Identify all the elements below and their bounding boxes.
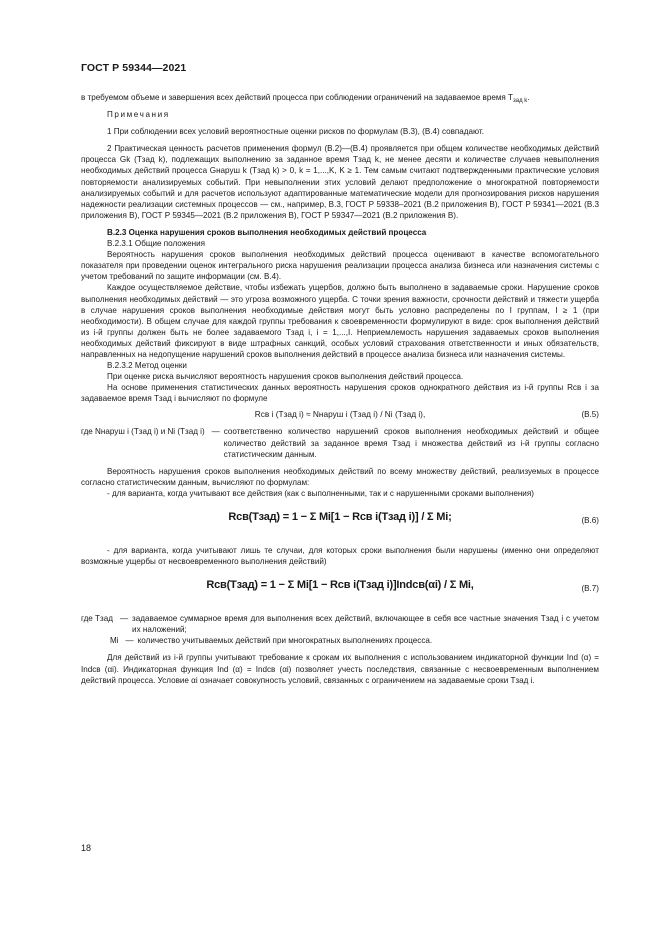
formula-b7-body: Rсв(Tзад) = 1 − Σ Mi[1 − Rсв i(Tзад i)]Indсв(αi) / Σ Mi, <box>206 579 474 592</box>
definition-mi-label: Mi <box>110 636 119 646</box>
formula-b7 <box>81 567 599 613</box>
section-title: B.2.3 Оценка нарушения сроков выполнения необходимых действий процесса <box>107 227 427 237</box>
definition-mi: Mi — количество учитываемых действий при многократных выполнениях процесса. <box>81 635 599 646</box>
paragraph-5: Вероятность нарушения сроков выполнения необходимых действий по всему множеству действий, реализуемых в процессе согласно статистическим данным, вычисляют по формулам: <box>81 466 599 487</box>
note-2: 2 Практическая ценность расчетов применения формул (B.2)—(B.4) проявляется при общем количестве необходимых действий процесса Gk (Tзад k), подлежащих выполнению за заданное время Tзад k, не менее десяти и количестве случаев невыполнения необходимых действий процесса Gнаруш k (Tзад k) > 0, k = 1,...,K, K ≥ 1. Тем самым считают подтвержденными практические условия повторяемости анализируемых событий. При невыполнении этих условий делают предположение о многократной повторяемости анализируемых событий и для расчетов используют адаптированные математические модели для прогнозирования рисков нарушения надежности реализации системных процессов — см., например, B.3, ГОСТ Р 59338–2021 (B.2 приложения B), ГОСТ Р 59341—2021 (B.3 приложения B), ГОСТ Р 59345—2021 (B.2 приложения B), ГОСТ Р 59347—2021 (B.2 приложения B). <box>81 144 599 220</box>
subsection-1-title: B.2.3.1 Общие положения <box>107 239 205 249</box>
definition-mi-text: количество учитываемых действий при многократных выполнениях процесса. <box>137 636 433 646</box>
formula-b5-body: Rсв i (Tзад i) ≈ Nнаруш i (Tзад i) / Ni (Tзад i), <box>254 409 426 420</box>
definition-tzad-text: задаваемое суммарное время для выполнения всех действий, включающее в себя все частные значения Tзад i с учетом их наложений; <box>132 614 599 635</box>
formula-b6 <box>81 499 599 545</box>
definition-b5-label: где Nнаруш i (Tзад i) и Ni (Tзад i) <box>81 427 205 437</box>
paragraph-7: - для варианта, когда учитывают лишь те случаи, для которых сроки выполнения были нарушены (именно они определяют возможные ущербы от несвоевременного выполнения действий) <box>81 546 599 567</box>
paragraph-4: На основе применения статистических данных вероятность нарушения сроков однократного действия из i-й группы Rсв i за задаваемое время Tзад i вычисляют по формуле <box>81 383 599 404</box>
paragraph-1: Вероятность нарушения сроков выполнения необходимых действий процесса оценивают в качестве вспомогательного показателя при проведении оценок интегрального риска нарушения реализации процесса анализа бизнеса или назначения системы с учетом требований по защите информации (см. B.4). <box>81 250 599 282</box>
notes-title: Примечания <box>107 110 170 120</box>
paragraph-8: Для действий из i-й группы учитывают требование к срокам их выполнения с использованием индикаторной функции Ind (α) = Indсв (αi). Индикаторная функция Ind (α) = Indсв (αi) позволяет учесть последствия, связанные с несвоевременным выполнением действий процесса. Условие αi означает совокупность условий, связанных с ограничением на задаваемые сроки Tзад i. <box>81 653 599 685</box>
paragraph-2: Каждое осуществляемое действие, чтобы избежать ущербов, должно быть выполнено в задаваемые сроки. Нарушение сроков выполнения необходимых действий — это угроза возможного ущерба. С точки зрения важности, срочности действий и тяжести ущерба в случае нарушения сроков выполнения необходимые действия могут быть условно распределены по I группам, I ≥ 1 (при необходимости). В общем случае для каждой группы требования к своевременности формулируют в виде: срок выполнения действий из i-й группы должен быть не более задаваемого Tзад i, i = 1,...,I. Неприемлемость нарушения задаваемых сроков выполнения необходимых действий фиксируют в виде штрафных санкций, особых условий страхования ответственности и иных обязательств, направленных на недопущение нарушений сроков выполнения действий в процессе анализа бизнеса или назначения системы. <box>81 283 599 359</box>
note-1: 1 При соблюдении всех условий вероятностные оценки рисков по формулам (B.3), (B.4) совпадают. <box>107 127 484 137</box>
definition-b5-text: соответственно количество нарушений сроков выполнения необходимых действий и общее количество действий за заданное время Tзад i множества действий из i-й группы согласно статистическим данным. <box>223 427 599 459</box>
formula-b5-number: (B.5) <box>581 410 599 420</box>
document-header: ГОСТ Р 59344—2021 <box>81 62 187 74</box>
definition-b5: где Nнаруш i (Tзад i) и Ni (Tзад i) — соответственно количество нарушений сроков выполнения необходимых действий и общее количество действий за заданное время Tзад i множества действий из i-й группы согласно статистическим данным. <box>81 427 599 459</box>
formula-b5 <box>81 404 599 426</box>
paragraph-6: - для варианта, когда учитывают все действия (как с выполненными, так и с нарушенными сроками выполнения) <box>107 488 534 498</box>
paragraph-3: При оценке риска вычисляют вероятность нарушения сроков выполнения действий процесса. <box>107 372 464 382</box>
page-number: 18 <box>81 843 92 853</box>
formula-b6-body: Rсв(Tзад) = 1 − Σ Mi[1 − Rсв i(Tзад i)] / Σ Mi; <box>228 511 452 523</box>
formula-b6-number: (B.6) <box>581 516 599 525</box>
page-content <box>81 92 599 686</box>
definition-tzad: где Tзад — задаваемое суммарное время для выполнения всех действий, включающее в себя все частные значения Tзад i с учетом их наложений; <box>81 614 599 635</box>
intro-paragraph: в требуемом объеме и завершения всех действий процесса при соблюдении ограничений на задаваемое время $T_{зад k}$. <box>81 93 530 104</box>
definition-tzad-label: где Tзад <box>81 614 113 624</box>
subsection-2-title: B.2.3.2 Метод оценки <box>107 361 187 371</box>
formula-b7-number: (B.7) <box>581 584 599 594</box>
